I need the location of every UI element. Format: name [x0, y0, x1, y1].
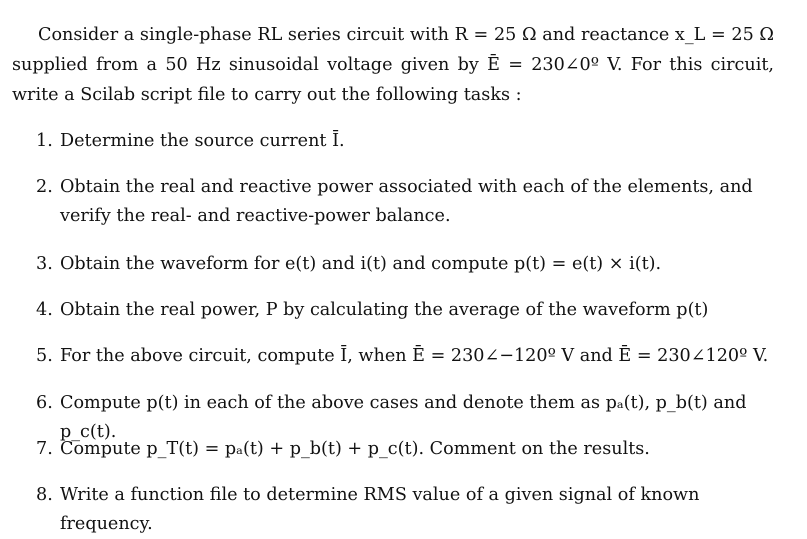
task-number: 1. — [36, 131, 53, 151]
task-text: Obtain the waveform for e(t) and i(t) and compute p(t) = e(t) × i(t). — [60, 254, 662, 274]
intro-text: Consider a single-phase RL series circuit with R = 25 Ω and reactance x_L = 25 Ω supplied from a 50 Hz sinusoidal voltage given by Ē = 230∠0º V. For this circuit, write a Scilab script file to carry out the following tasks : — [12, 25, 774, 105]
task-number: 4. — [36, 300, 53, 320]
intro-paragraph — [12, 20, 774, 110]
task-item-4 — [36, 296, 776, 325]
task-item-2 — [36, 173, 776, 231]
task-text: Compute p(t) in each of the above cases and denote them as pₐ(t), p_b(t) and p_c(t). — [60, 393, 747, 442]
task-number: 7. — [36, 439, 53, 459]
task-number: 3. — [36, 254, 53, 274]
task-text: Compute p_T(t) = pₐ(t) + p_b(t) + p_c(t). Comment on the results. — [60, 439, 650, 459]
task-text: Obtain the real power, P by calculating the average of the waveform p(t) — [60, 300, 709, 320]
task-text: Obtain the real and reactive power associated with each of the elements, and verify the real- and reactive-power balance. — [60, 177, 753, 226]
task-item-5 — [36, 342, 776, 371]
task-text: Determine the source current Ī. — [60, 131, 345, 151]
task-item-8 — [36, 481, 776, 539]
task-item-7 — [36, 435, 776, 464]
task-number: 2. — [36, 177, 53, 197]
task-number: 5. — [36, 346, 53, 366]
task-text: For the above circuit, compute Ī, when Ē = 230∠−120º V and Ē = 230∠120º V. — [60, 346, 769, 366]
task-number: 6. — [36, 393, 53, 413]
task-text: Write a function file to determine RMS value of a given signal of known frequency. — [60, 485, 700, 534]
task-number: 8. — [36, 485, 53, 505]
task-item-1 — [36, 127, 776, 156]
task-item-3 — [36, 250, 776, 279]
